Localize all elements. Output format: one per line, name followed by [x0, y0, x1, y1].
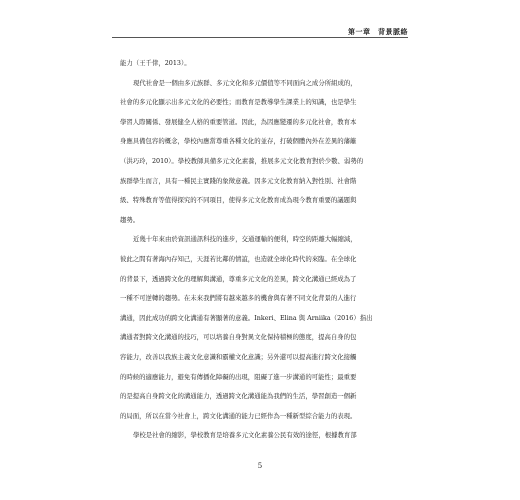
body-text: [120, 54, 402, 446]
text-line: 近幾十年來由於資訊通訊科技的進步，交通運輸的便利，時空的距離大幅縮減，: [133, 235, 357, 244]
running-header: 第一章 背景脈絡: [348, 27, 408, 36]
text-line: 學校是社會的縮影，學校教育是培養多元文化素養公民有效的途徑，根據教育部: [133, 431, 357, 440]
text-line: 學習人際關係、發展健全人格的重要管道。因此，為因應變遷的多元化社會，教育本: [120, 117, 357, 126]
text-line: 社會的多元化顯示出多元文化的必要性；而教育是教導學生課業上的知識，也是學生: [120, 98, 357, 107]
text-line: 族群學生而言，具有一種民主實踐的象徵意義。因多元文化教育納入對性別、社會階: [120, 176, 357, 185]
text-line: （洪巧玲，2010）。學校教師具備多元文化素養，推展多元文化教育對於少數、弱勢的: [120, 156, 364, 165]
text-line: 現代社會是一個由多元族群、多元文化和多元價值等不同面向之成分所組成的，: [133, 78, 357, 87]
text-line: 的時候的適應能力，避免有傳播化障礙的出現，阻礙了進一步溝通的可能性；最重要: [120, 372, 357, 381]
text-line: 能力（王千倖，2013）。: [120, 59, 191, 67]
text-line: 溝通者對跨文化溝通的技巧，可以培養自身對異文化保持積極的態度，提高自身的包: [120, 333, 357, 342]
text-line: 的背景下，透過跨文化的理解與溝通，尊重多元文化的差異，跨文化溝通已經成為了: [120, 274, 357, 283]
text-line: 的是提高自身跨文化的溝通能力，透過跨文化溝通能為我們的生活，學習創造一個新: [120, 392, 357, 401]
text-line: 身應具備包容的概念，學校內應當尊重各種文化的並存，打破個體內外在差異的藩籬: [120, 137, 357, 146]
text-line: 溝通，因此成功的跨文化溝通有著顯著的意義。Inkeri、Elina 與 Arniika（2016）指出: [120, 313, 373, 322]
text-line: 的局面，所以在當今社會上，跨文化溝通的能力已經作為一種新型綜合能力的表現。: [120, 411, 357, 420]
text-line: 趨勢。: [120, 215, 140, 224]
text-line: 彼此之間有著海內存知己，天涯若比鄰的情誼，也造就全球化時代的來臨。在全球化: [120, 254, 357, 263]
text-line: 一種不可逆轉的趨勢。在未來我們將有越來越多的機會與有著不同文化背景的人進行: [120, 294, 357, 303]
page-number: 5: [257, 462, 263, 470]
header-rule: [112, 37, 408, 38]
text-line: 容能力，改善以我族主義文化意識和霸權文化意識；另外還可以提高進行跨文化接觸: [120, 352, 357, 361]
text-line: 級、特殊教育等值得探究的不同項目，使得多元文化教育成為現今教育重要的議題與: [120, 196, 357, 205]
